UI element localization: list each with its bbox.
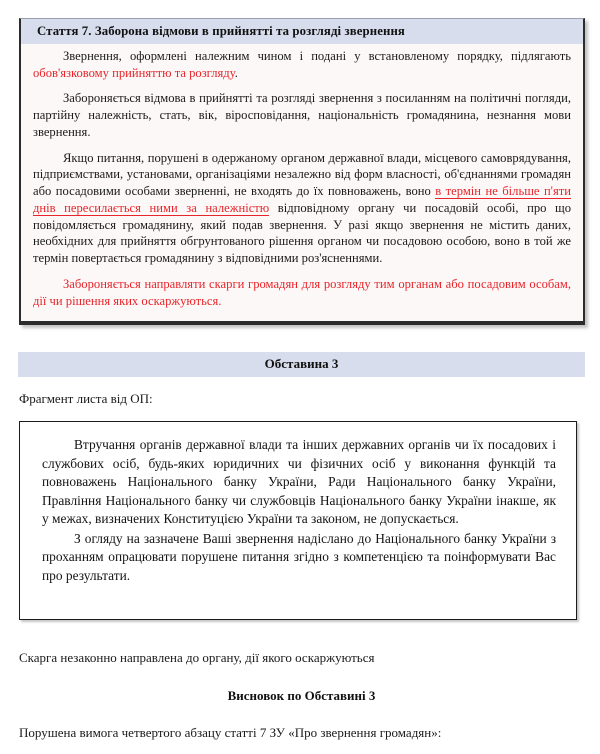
article-header: Стаття 7. Заборона відмови в прийнятті та розгляді звернення	[21, 19, 583, 44]
conclusion-title: Висновок по Обставині 3	[227, 688, 376, 703]
article-paragraph-1	[33, 48, 571, 81]
article-paragraph-2: Забороняється відмова в прийнятті та розгляді звернення з посиланням на політичні погляди, партійну належність, стать, вік, віросповідання, національність громадянина, незнання мови звернення.	[33, 91, 571, 139]
paragraph-3-text-before: Якщо питання, порушені в одержаному органом державної влади, місцевого самоврядування, підприємствами, установами, організаціями незалежно від форм власності, об'єднаннями громадян або посадовими особами зверненні, не входять до їх повноважень, воно	[33, 150, 571, 199]
circumstance-title-band: Обставина 3	[18, 352, 585, 377]
fragment-label: Фрагмент листа від ОП:	[19, 391, 153, 406]
paragraph-1-text-before: Звернення, оформлені належним чином і подані у встановленому порядку, підлягають	[63, 49, 571, 63]
article-paragraph-3	[33, 150, 571, 267]
paragraph-1-red-highlight: обов'язковому прийняттю та розгляду	[33, 65, 235, 80]
violation-note: Порушена вимога четвертого абзацу статті 7 ЗУ «Про звернення громадян»:	[19, 725, 442, 740]
letter-fragment-box	[19, 421, 577, 620]
letter-paragraph-1: Втручання органів державної влади та інших державних органів чи їх посадових і службових осіб, будь-яких юридичних чи фізичних осіб у виконання функцій та повноважень Національного банку України, Ради Національного банку України, Правління Національного банку чи службовців Національного банку України інакше, як у межах, визначених Конституцією України та законом, не допускається.	[42, 437, 556, 526]
article-paragraph-4-red: Забороняється направляти скарги громадян для розгляду тим органам або посадовим особам, дії чи рішення яких оскаржуються.	[33, 276, 571, 308]
article-body	[21, 44, 583, 321]
paragraph-3-red-underline: в термін не більше п'яти днів пересилається ними за належністю	[33, 184, 571, 215]
paragraph-3-text-after: відповідному органу чи посадовій особі, про що повідомляється громадянину, який подав звернення. У разі якщо звернення не містить даних, необхідних для прийняття обгрунтованого рішення органом чи посадовою особою, воно в той же термін повертається громадянину з відповідними роз'ясненнями.	[33, 200, 571, 266]
complaint-note: Скарга незаконно направлена до органу, дії якого оскаржуються	[19, 650, 375, 665]
paragraph-1-text-after: .	[234, 65, 238, 80]
letter-paragraph-2: З огляду на зазначене Ваші звернення надіслано до Національного банку України з проханням опрацювати порушене питання згідно з компетенцією та поінформувати Вас про результати.	[42, 530, 556, 583]
article-law-box	[19, 18, 585, 325]
